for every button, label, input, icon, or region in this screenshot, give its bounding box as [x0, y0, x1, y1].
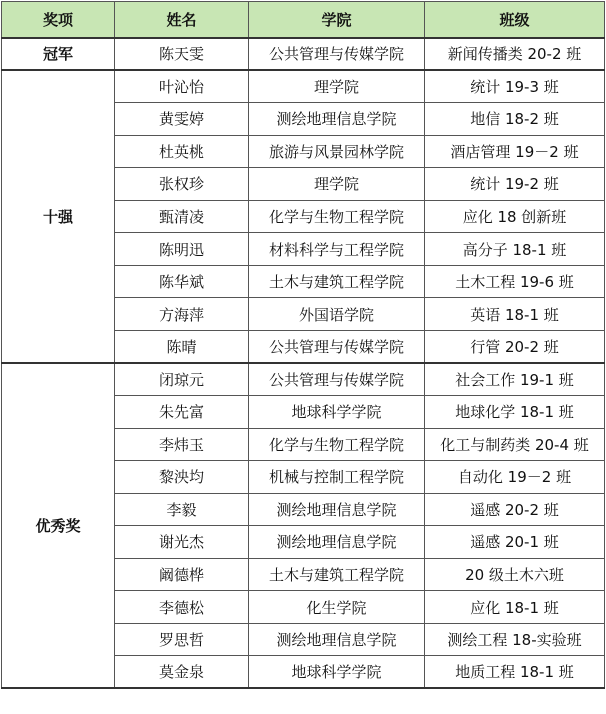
- class-cell: 遥感 20-1 班: [425, 526, 605, 559]
- class-cell: 社会工作 19-1 班: [425, 363, 605, 396]
- name-cell: 陈天雯: [115, 38, 249, 71]
- header-award: 奖项: [2, 2, 115, 38]
- college-cell: 测绘地理信息学院: [249, 103, 425, 136]
- name-cell: 方海萍: [115, 298, 249, 331]
- name-cell: 张权珍: [115, 168, 249, 201]
- class-cell: 英语 18-1 班: [425, 298, 605, 331]
- name-cell: 莫金泉: [115, 656, 249, 689]
- college-cell: 理学院: [249, 168, 425, 201]
- class-cell: 统计 19-2 班: [425, 168, 605, 201]
- name-cell: 罗思哲: [115, 623, 249, 656]
- table-row: [2, 70, 605, 103]
- class-cell: 遥感 20-2 班: [425, 493, 605, 526]
- college-cell: 公共管理与传媒学院: [249, 363, 425, 396]
- name-cell: 李德松: [115, 591, 249, 624]
- name-cell: 陈晴: [115, 330, 249, 363]
- class-cell: 应化 18 创新班: [425, 200, 605, 233]
- class-cell: 酒店管理 19－2 班: [425, 135, 605, 168]
- class-cell: 地质工程 18-1 班: [425, 656, 605, 689]
- class-cell: 高分子 18-1 班: [425, 233, 605, 266]
- award-table: [1, 1, 605, 689]
- college-cell: 公共管理与传媒学院: [249, 38, 425, 71]
- name-cell: 谢光杰: [115, 526, 249, 559]
- college-cell: 旅游与风景园林学院: [249, 135, 425, 168]
- college-cell: 公共管理与传媒学院: [249, 330, 425, 363]
- name-cell: 阚德桦: [115, 558, 249, 591]
- header-college: 学院: [249, 2, 425, 38]
- class-cell: 地信 18-2 班: [425, 103, 605, 136]
- college-cell: 测绘地理信息学院: [249, 526, 425, 559]
- college-cell: 测绘地理信息学院: [249, 493, 425, 526]
- header-class: 班级: [425, 2, 605, 38]
- name-cell: 黄雯婷: [115, 103, 249, 136]
- name-cell: 李毅: [115, 493, 249, 526]
- college-cell: 土木与建筑工程学院: [249, 558, 425, 591]
- class-cell: 自动化 19－2 班: [425, 461, 605, 494]
- college-cell: 材料科学与工程学院: [249, 233, 425, 266]
- award-category-cell: 冠军: [2, 38, 115, 71]
- class-cell: 行管 20-2 班: [425, 330, 605, 363]
- name-cell: 陈明迅: [115, 233, 249, 266]
- class-cell: 土木工程 19-6 班: [425, 265, 605, 298]
- college-cell: 理学院: [249, 70, 425, 103]
- class-cell: 统计 19-3 班: [425, 70, 605, 103]
- name-cell: 黎泱均: [115, 461, 249, 494]
- award-category-cell: 优秀奖: [2, 363, 115, 688]
- name-cell: 李炜玉: [115, 428, 249, 461]
- name-cell: 朱先富: [115, 396, 249, 429]
- class-cell: 化工与制药类 20-4 班: [425, 428, 605, 461]
- class-cell: 地球化学 18-1 班: [425, 396, 605, 429]
- college-cell: 测绘地理信息学院: [249, 623, 425, 656]
- college-cell: 地球科学学院: [249, 396, 425, 429]
- header-name: 姓名: [115, 2, 249, 38]
- name-cell: 甄清凌: [115, 200, 249, 233]
- college-cell: 化学与生物工程学院: [249, 200, 425, 233]
- college-cell: 土木与建筑工程学院: [249, 265, 425, 298]
- name-cell: 陈华斌: [115, 265, 249, 298]
- class-cell: 应化 18-1 班: [425, 591, 605, 624]
- college-cell: 地球科学学院: [249, 656, 425, 689]
- award-category-cell: 十强: [2, 70, 115, 363]
- college-cell: 化生学院: [249, 591, 425, 624]
- class-cell: 20 级土木六班: [425, 558, 605, 591]
- name-cell: 杜英桃: [115, 135, 249, 168]
- name-cell: 叶沁怡: [115, 70, 249, 103]
- college-cell: 化学与生物工程学院: [249, 428, 425, 461]
- table-body: [2, 38, 605, 689]
- class-cell: 测绘工程 18-实验班: [425, 623, 605, 656]
- name-cell: 闭琼元: [115, 363, 249, 396]
- college-cell: 外国语学院: [249, 298, 425, 331]
- college-cell: 机械与控制工程学院: [249, 461, 425, 494]
- table-row: [2, 363, 605, 396]
- table-row: [2, 38, 605, 71]
- class-cell: 新闻传播类 20-2 班: [425, 38, 605, 71]
- header-row: [2, 2, 605, 38]
